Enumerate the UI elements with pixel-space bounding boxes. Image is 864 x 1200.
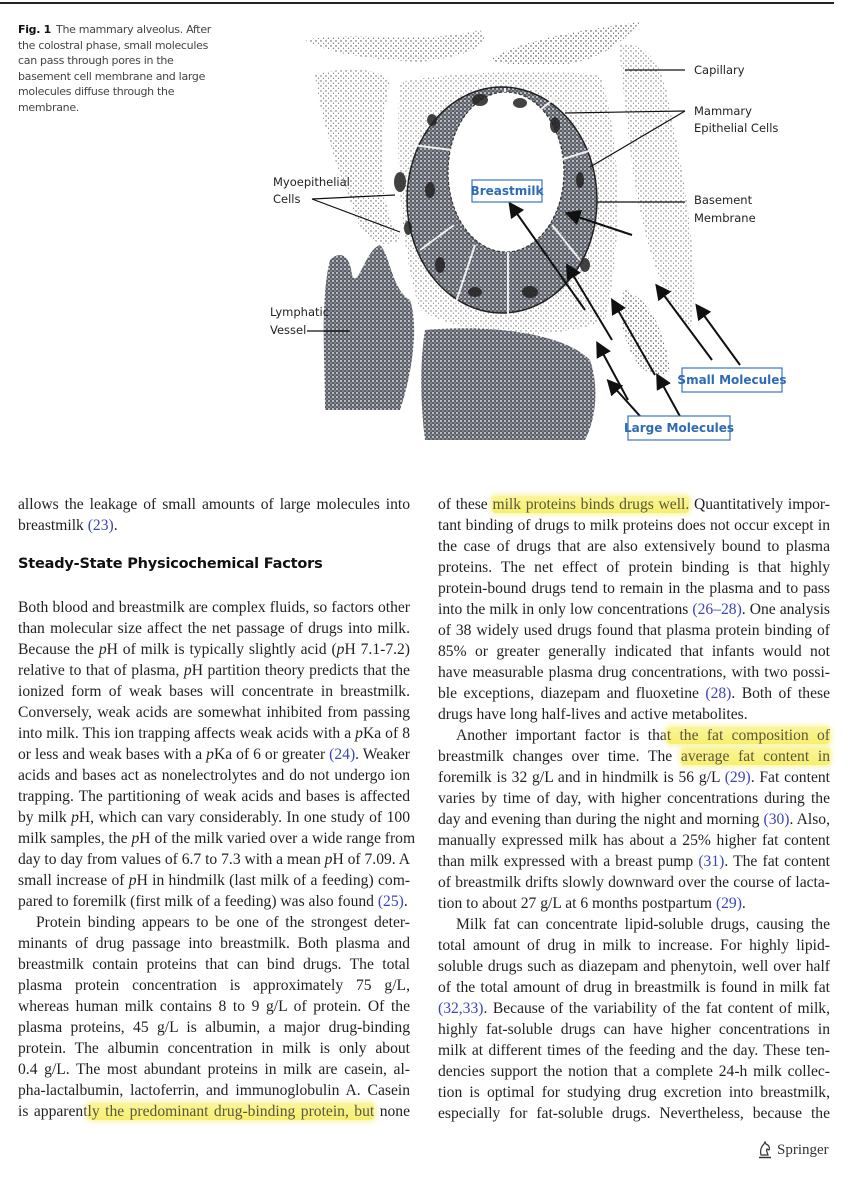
text-span: p — [206, 746, 214, 763]
text-line — [18, 723, 410, 744]
text-span: is apparent — [18, 1103, 88, 1120]
tissue-top-right — [490, 22, 640, 65]
citation-link[interactable]: (30) — [763, 811, 790, 828]
text-span: . — [741, 895, 746, 912]
label-large-molecules: Large Molecules — [623, 421, 735, 435]
text-span: varies by time of day, with higher concentrations during the — [438, 790, 830, 807]
text-span: p — [128, 872, 137, 889]
text-line — [438, 977, 830, 998]
text-span: dencies support the notion that a complete 24-h milk collec- — [438, 1063, 830, 1080]
text-span: Another important factor is tha — [456, 727, 667, 744]
text-span: pared to foremilk (first milk of a feeding) was also found — [18, 893, 378, 910]
text-span: soluble drugs such as diazepam and phenytoin, well over half — [438, 958, 830, 975]
label-small-molecules: Small Molecules — [677, 373, 787, 387]
text-span: the case of drugs that are also extensively bound to plasma — [438, 538, 830, 555]
text-span: H 7.1-7.2) — [344, 641, 410, 658]
text-span: none — [374, 1103, 411, 1120]
text-line — [438, 1040, 830, 1061]
text-span: . Because of the variability of the fat content of milk, — [483, 1000, 830, 1017]
text-line — [438, 830, 830, 851]
text-span: day to day from values of 6.7 to 7.3 with a mean — [18, 851, 325, 868]
text-line — [18, 660, 410, 681]
alveolus-lumen — [448, 92, 564, 252]
text-span: protein. The albumin concentration in milk is only about — [18, 1040, 410, 1057]
text-span: milk at different times of the feeding and the day. These ten- — [438, 1042, 830, 1059]
text-span: than milk expressed with a breast pump — [438, 853, 699, 870]
text-line — [438, 851, 830, 872]
text-span: ionized form of weak bases will concentrate in breastmilk. — [18, 683, 410, 700]
text-line — [18, 891, 410, 912]
text-line — [18, 1038, 410, 1059]
text-span: plasma proteins, 45 g/L is albumin, a major drug-binding — [18, 1019, 410, 1036]
text-span: p — [336, 641, 345, 658]
text-span: or less and weak bases with a — [18, 746, 207, 763]
text-line — [438, 914, 830, 935]
text-line — [438, 536, 830, 557]
section-heading: Steady-State Physicochemical Factors — [18, 556, 323, 572]
text-span: by milk — [18, 809, 72, 826]
label-lymphatic-line2: Vessel — [270, 323, 307, 337]
highlighted-text: t the fat composition of — [666, 727, 830, 744]
text-line — [18, 996, 410, 1017]
highlighted-text: average fat content in — [680, 748, 830, 765]
text-span: acids and bases act as nonelectrolytes and do not undergo ion — [18, 767, 410, 784]
text-line — [438, 641, 830, 662]
text-span: breastmilk contain proteins that can bind drugs. The total — [18, 956, 410, 973]
mammary-alveolus-diagram — [0, 0, 864, 470]
text-line — [438, 578, 830, 599]
right-column-body — [438, 494, 830, 1124]
text-span: ble exceptions, diazepam and fluoxetine — [438, 685, 706, 702]
text-line — [18, 1017, 410, 1038]
text-span: p — [324, 851, 333, 868]
text-span: tant binding of drugs to milk proteins does not occur except in — [438, 517, 830, 534]
text-span: of these — [438, 496, 493, 513]
text-line — [438, 662, 830, 683]
text-line — [438, 494, 830, 515]
text-span: H partition theory predicts that the — [191, 662, 410, 679]
label-basement-line1: Basement — [694, 193, 753, 207]
citation-link[interactable]: (31) — [698, 853, 725, 870]
label-breastmilk: Breastmilk — [470, 184, 544, 198]
text-line — [18, 639, 410, 660]
text-line — [18, 933, 410, 954]
text-span: into milk. This ion trapping affects weak acids with a — [18, 725, 356, 742]
text-span: foremilk is 32 g/L and in hindmilk is 56 g/L — [438, 769, 725, 786]
highlighted-text: ly the predominant drug-binding protein, but — [87, 1103, 375, 1120]
text-span: breastmilk — [18, 517, 88, 534]
text-line — [18, 828, 416, 849]
text-span: H, which can vary considerably. In one study of 100 — [78, 809, 410, 826]
text-line — [18, 954, 410, 975]
text-span: minants of drug passage into breastmilk. Both plasma and — [18, 935, 410, 952]
text-span: proteins. The net effect of protein binding is that highly — [438, 559, 830, 576]
text-span: p — [71, 809, 79, 826]
text-span: allows the leakage of small amounts of large molecules into — [18, 496, 410, 513]
citation-link[interactable]: (29) — [724, 769, 751, 786]
text-span: 85% or greater generally indicated that infants would not — [438, 643, 830, 660]
text-line — [438, 788, 830, 809]
figure-caption-text: The mammary alveolus. After the colostral phase, small molecules can pass through pores in the basement cell membrane and large molecules diffuse through the membrane. — [18, 23, 212, 114]
text-line — [438, 872, 830, 893]
tissue-bottom — [421, 328, 595, 440]
text-line — [438, 935, 830, 956]
text-span: breastmilk changes over time. The — [438, 748, 681, 765]
text-span: . — [403, 893, 408, 910]
text-span: into the milk in only low concentrations — [438, 601, 693, 618]
text-span: H of milk is typically slightly acid ( — [106, 641, 337, 658]
text-line — [438, 1082, 830, 1103]
text-line — [18, 1080, 410, 1101]
left-column-top — [18, 494, 410, 536]
label-capillary: Capillary — [694, 63, 745, 77]
text-line — [18, 681, 410, 702]
text-span: of the total amount of drug in breastmilk is found in milk fat — [438, 979, 830, 996]
text-span: total amount of drug in milk to increase. For highly lipid- — [438, 937, 830, 954]
springer-horse-icon — [757, 1141, 773, 1159]
citation-link[interactable]: (29) — [715, 895, 742, 912]
text-line — [438, 1061, 830, 1082]
text-span: Ka of 6 or greater — [213, 746, 330, 763]
text-line — [18, 765, 410, 786]
text-span: tion is optimal for studying drug excretion into breastmilk, — [438, 1084, 830, 1101]
text-span: than molecular size affect the net passage of drugs into milk. — [18, 620, 410, 637]
text-line — [438, 557, 830, 578]
text-span: trapping. The partitioning of weak acids and bases is affected — [18, 788, 410, 805]
label-mammary-line1: Mammary — [694, 104, 752, 118]
text-span: especially for fat-soluble drugs. Nevertheless, because the — [438, 1105, 830, 1122]
text-line — [18, 1101, 410, 1122]
label-mammary-line2: Epithelial Cells — [694, 121, 779, 135]
text-span: Quantitatively impor- — [689, 496, 831, 513]
citation-link[interactable]: (26–28) — [692, 601, 742, 618]
text-line — [438, 1019, 830, 1040]
text-line — [18, 618, 410, 639]
text-line — [438, 683, 830, 704]
text-span: p — [355, 725, 363, 742]
text-span: H of 7.09. A — [332, 851, 410, 868]
text-line — [438, 956, 830, 977]
text-span: . Also, — [789, 811, 830, 828]
text-span: small increase of — [18, 872, 129, 889]
text-line — [438, 1103, 830, 1124]
text-line — [18, 597, 410, 618]
text-span: whereas human milk contains 8 to 9 g/L of protein. Of the — [18, 998, 410, 1015]
text-span: protein-bound drugs tend to remain in the plasma and to pass — [438, 580, 830, 597]
text-line — [18, 494, 410, 515]
citation-link[interactable]: (23) — [87, 517, 114, 534]
text-line — [438, 998, 830, 1019]
text-line — [18, 975, 410, 996]
text-line — [18, 515, 410, 536]
citation-link[interactable]: (32,33) — [438, 1000, 484, 1017]
text-line — [438, 515, 830, 536]
text-span: p — [183, 662, 192, 679]
tissue-left — [315, 70, 400, 244]
figure-label: Fig. 1 — [18, 23, 52, 36]
publisher-name: Springer — [777, 1141, 829, 1158]
label-myoepithelial-line1: Myoepithelial — [273, 175, 350, 189]
text-span: highly fat-soluble drugs can have higher concentrations in — [438, 1021, 830, 1038]
text-line — [438, 620, 830, 641]
text-line — [18, 1059, 410, 1080]
text-span: pha-lactalbumin, lactoferrin, and immunoglobulin A. Casein — [18, 1082, 410, 1099]
citation-link[interactable]: (24) — [329, 746, 356, 763]
text-line — [18, 786, 410, 807]
text-span: of 38 widely used drugs found that plasma protein binding of — [438, 622, 830, 639]
text-line — [438, 809, 830, 830]
text-line — [438, 893, 830, 914]
text-span: p — [98, 641, 107, 658]
text-line — [438, 767, 830, 788]
lymphatic-vessel-shape — [324, 245, 414, 410]
text-span: . One analysis — [741, 601, 830, 618]
text-line — [438, 704, 830, 725]
text-span: relative to that of plasma, — [18, 662, 184, 679]
label-basement-line2: Membrane — [694, 211, 756, 225]
highlighted-text: milk proteins binds drugs well. — [492, 496, 690, 513]
tissue-right — [620, 44, 694, 330]
text-span: . Weaker — [355, 746, 410, 763]
text-span: . Fat content — [750, 769, 830, 786]
text-span: have measurable plasma drug concentrations, with two possi- — [438, 664, 830, 681]
text-span: Because the — [18, 641, 99, 658]
text-span: Both blood and breastmilk are complex fluids, so factors other — [18, 599, 410, 616]
citation-link[interactable]: (28) — [705, 685, 732, 702]
text-span: tion to about 27 g/L at 6 months postpartum — [438, 895, 716, 912]
text-span: H in hindmilk (last milk of a feeding) com- — [136, 872, 411, 889]
text-line — [438, 725, 830, 746]
text-span: drugs have long half-lives and active metabolites. — [438, 706, 748, 723]
tissue-top — [305, 30, 484, 62]
text-line — [438, 599, 830, 620]
text-span: day and evening than during the night and morning — [438, 811, 764, 828]
text-span: . The fat content — [724, 853, 830, 870]
text-span: of breastmilk drifts slowly downward over the course of lacta- — [438, 874, 830, 891]
text-span: H of the milk varied over a wide range from — [139, 830, 416, 847]
text-span: plasma protein concentration is approximately 75 g/L, — [18, 977, 410, 994]
text-span: p — [131, 830, 140, 847]
text-line — [18, 912, 410, 933]
text-span: 0.4 g/L. The most abundant proteins in milk are casein, al- — [18, 1061, 410, 1078]
left-column-body — [18, 597, 416, 1122]
citation-link[interactable]: (25) — [377, 893, 404, 910]
text-line — [18, 849, 410, 870]
label-myoepithelial-line2: Cells — [273, 192, 301, 206]
text-line — [18, 744, 410, 765]
text-span: Milk fat can concentrate lipid-soluble drugs, causing the — [456, 916, 830, 933]
text-line — [438, 746, 830, 767]
text-line — [18, 702, 410, 723]
text-span: Ka of 8 — [362, 725, 410, 742]
text-line — [18, 807, 410, 828]
tissue-bottom-right — [621, 290, 670, 375]
text-span: . — [113, 517, 118, 534]
publisher-footer — [757, 1141, 829, 1159]
text-line — [18, 870, 410, 891]
text-span: . Both of these — [731, 685, 830, 702]
text-span: manually expressed milk has about a 25% higher fat content — [438, 832, 830, 849]
text-span: milk samples, the — [18, 830, 132, 847]
text-span: Conversely, weak acids are somewhat inhibited from passing — [18, 704, 410, 721]
text-span: Protein binding appears to be one of the strongest deter- — [36, 914, 410, 931]
label-lymphatic-line1: Lymphatic — [270, 305, 330, 319]
